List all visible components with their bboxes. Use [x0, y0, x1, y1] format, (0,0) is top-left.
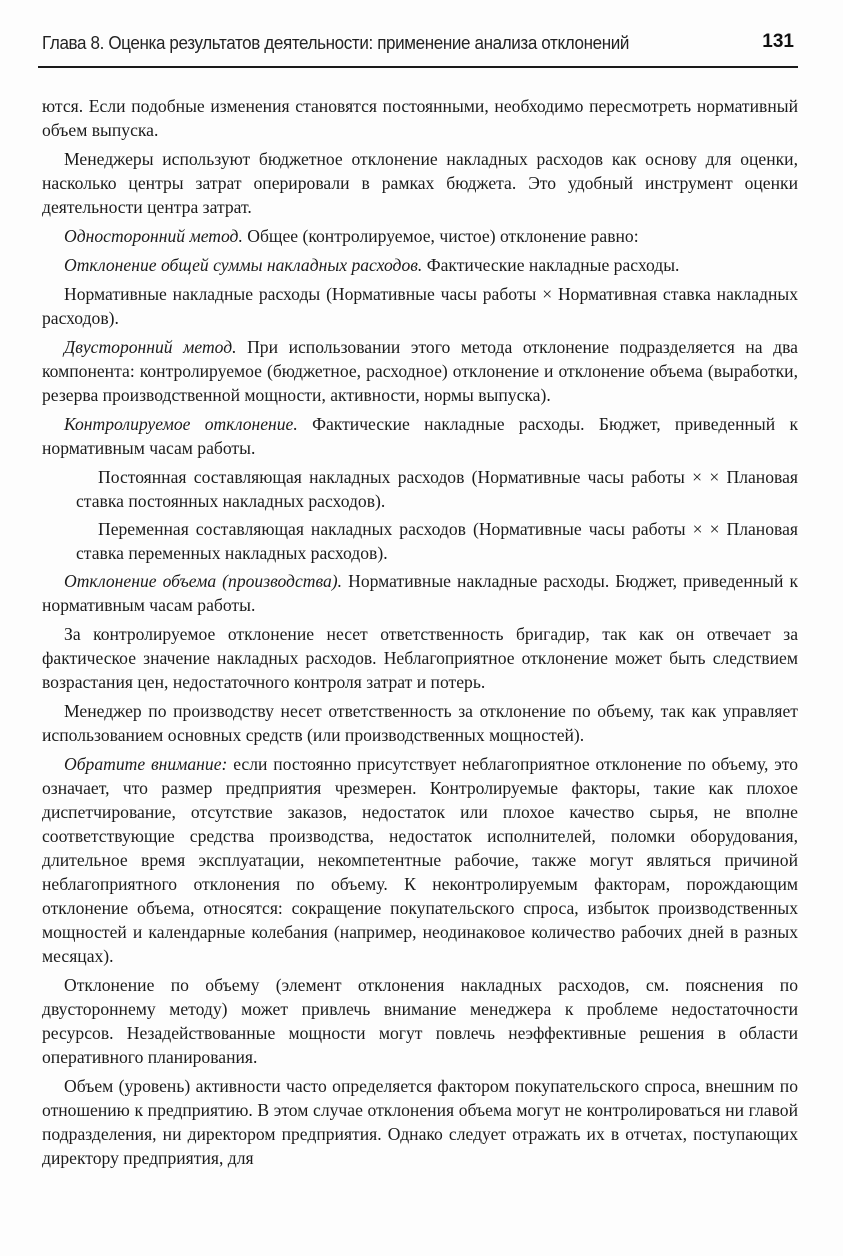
paragraph-text: Фактические накладные расходы.: [422, 255, 680, 275]
term: Контролируемое отклонение.: [64, 414, 298, 434]
term: Двусторонний метод.: [64, 337, 237, 357]
paragraph: [42, 224, 798, 248]
term: Односторонний метод.: [64, 226, 243, 246]
paragraph-text: Нормативные накладные расходы. Бюджет, приведенный к нормативным часам работы.: [42, 571, 798, 615]
formula-paragraph: Постоянная составляющая накладных расходов (Нормативные часы работы × × Плановая ставка постоянных накладных расходов).: [76, 467, 798, 511]
term: Обратите внимание:: [64, 754, 228, 774]
paragraph-text: Фактические накладные расходы. Бюджет, приведенный к нормативным часам работы.: [42, 414, 798, 458]
running-header: [38, 30, 798, 68]
page-number: 131: [762, 31, 794, 52]
term: Отклонение общей суммы накладных расходов.: [64, 255, 423, 275]
paragraph: [42, 752, 798, 968]
paragraph: За контролируемое отклонение несет ответственность бригадир, так как он отвечает за фактическое значение накладных расходов. Неблагоприятное отклонение может быть следствием возрастания цен, недостаточного контроля затрат и потерь.: [42, 624, 798, 692]
paragraph: [42, 253, 798, 277]
paragraph: [42, 569, 798, 617]
paragraph: ются. Если подобные изменения становятся постоянными, необходимо пересмотреть нормативный объем выпуска.: [42, 96, 798, 140]
term: Отклонение объема (производства).: [64, 571, 343, 591]
paragraph-text: если постоянно присутствует неблагоприятное отклонение по объему, это означает, что размер предприятия чрезмерен. Контролируемые факторы, такие как плохое диспетчирование, отсутствие заказов, недостаток или плохое качество сырья, не вполне соответствующие средства производства, недостаток исполнителей, поломки оборудования, длительное время эксплуатации, некомпетентные рабочие, также могут являться причиной неблагоприятного отклонения по объему. К неконтролируемым факторам, порождающим отклонение объема, относятся: сокращение покупательского спроса, избыток производственных мощностей и календарные колебания (например, неодинаковое количество рабочих дней в разных месяцах).: [42, 754, 799, 966]
paragraph: [42, 412, 798, 460]
paragraph: [42, 335, 798, 407]
paragraph: Объем (уровень) активности часто определяется фактором покупательского спроса, внешним по отношению к предприятию. В этом случае отклонения объема могут не контролироваться ни главой подразделения, ни директором предприятия. Однако следует отражать их в отчетах, поступающих директору предприятия, для: [42, 1076, 798, 1168]
paragraph-text: Общее (контролируемое, чистое) отклонение равно:: [242, 226, 639, 246]
body-text: [42, 94, 798, 1175]
paragraph: Нормативные накладные расходы (Нормативные часы работы × Нормативная ставка накладных расходов).: [42, 284, 798, 328]
paragraph: Менеджеры используют бюджетное отклонение накладных расходов как основу для оценки, насколько центры затрат оперировали в рамках бюджета. Это удобный инструмент оценки деятельности центра затрат.: [42, 149, 798, 217]
formula-paragraph: Переменная составляющая накладных расходов (Нормативные часы работы × × Плановая ставка переменных накладных расходов).: [76, 519, 798, 563]
paragraph-text: При использовании этого метода отклонение подразделяется на два компонента: контролируемое (бюджетное, расходное) отклонение и отклонение объема (выработки, резерва производственной мощности, активности, нормы выпуска).: [42, 337, 798, 405]
paragraph: Менеджер по производству несет ответственность за отклонение по объему, так как управляет использованием основных средств (или производственных мощностей).: [42, 701, 798, 745]
paragraph: Отклонение по объему (элемент отклонения накладных расходов, см. пояснения по двустороннему методу) может привлечь внимание менеджера к проблеме недостаточности ресурсов. Незадействованные мощности могут повлечь неэффективные решения в области оперативного планирования.: [42, 975, 798, 1067]
chapter-title: Глава 8. Оценка результатов деятельности: применение анализа отклонений: [42, 32, 630, 53]
